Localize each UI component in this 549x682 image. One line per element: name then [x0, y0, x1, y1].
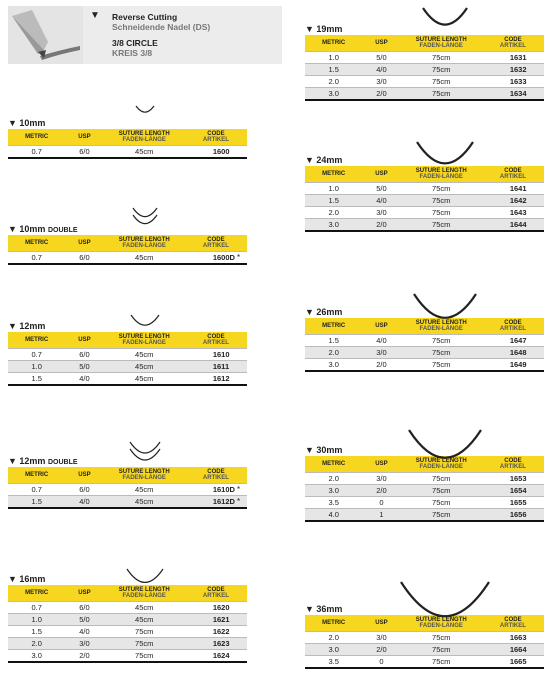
section-title	[8, 118, 247, 129]
usp-cell: 5/0	[362, 183, 400, 195]
length-cell: 75cm	[401, 52, 482, 64]
length-cell: 45cm	[104, 361, 185, 373]
needle-size: 10mm	[19, 224, 46, 234]
code-cell: 1612	[185, 373, 247, 386]
needle-curve-icon	[415, 140, 475, 168]
table-row	[305, 644, 544, 656]
needle-curve-icon	[421, 6, 469, 28]
metric-cell: 4.0	[305, 509, 362, 522]
code-cell: 1648	[482, 347, 544, 359]
double-label: DOUBLE	[47, 227, 78, 234]
section-marker-icon: ▼	[305, 155, 317, 165]
col-length: SUTURE LENGTH FADEN-LÄNGE	[415, 37, 467, 49]
section-marker-icon: ▼	[305, 445, 317, 455]
table-row	[8, 252, 247, 265]
section-marker-icon: ▼	[8, 321, 20, 331]
table-row	[8, 373, 247, 386]
section-marker-icon: ▼	[8, 456, 20, 466]
metric-cell: 2.0	[305, 473, 362, 485]
needle-curve-icon	[131, 206, 159, 227]
col-code: CODE ARTIKEL	[202, 469, 229, 481]
col-code: CODE ARTIKEL	[202, 237, 229, 249]
usp-cell: 4/0	[362, 335, 400, 347]
code-cell: 1612D *	[185, 496, 247, 509]
code-cell: 1649	[482, 359, 544, 372]
needle-size: 26mm	[316, 307, 343, 317]
section-12mm	[8, 321, 247, 386]
section-marker-icon: ▼	[90, 10, 100, 21]
usp-cell: 2/0	[65, 650, 103, 663]
col-code: CODE ARTIKEL	[499, 320, 526, 332]
usp-cell: 2/0	[362, 485, 400, 497]
length-cell: 75cm	[401, 632, 482, 644]
metric-cell: 1.5	[305, 335, 362, 347]
col-code: CODE ARTIKEL	[202, 334, 229, 346]
metric-cell: 2.0	[305, 207, 362, 219]
length-cell: 75cm	[401, 644, 482, 656]
length-cell: 75cm	[401, 219, 482, 232]
usp-cell: 6/0	[65, 252, 103, 265]
usp-cell: 5/0	[65, 361, 103, 373]
length-cell: 45cm	[104, 373, 185, 386]
code-cell: 1647	[482, 335, 544, 347]
table-row	[8, 146, 247, 159]
col-length: SUTURE LENGTH FADEN-LÄNGE	[118, 237, 170, 249]
table-row	[305, 52, 544, 64]
needle-curve-icon	[134, 104, 156, 116]
code-cell: 1621	[185, 614, 247, 626]
code-cell: 1632	[482, 64, 544, 76]
spec-table	[305, 318, 544, 372]
col-code: CODE ARTIKEL	[499, 37, 526, 49]
usp-cell: 1	[362, 509, 400, 522]
col-code: CODE ARTIKEL	[499, 617, 526, 629]
length-cell: 75cm	[401, 656, 482, 669]
col-metric: METRIC	[322, 461, 346, 467]
code-cell: 1643	[482, 207, 544, 219]
length-cell: 75cm	[401, 183, 482, 195]
usp-cell: 4/0	[65, 496, 103, 509]
length-cell: 45cm	[104, 349, 185, 361]
needle-size: 12mm	[19, 321, 46, 331]
usp-cell: 5/0	[362, 52, 400, 64]
section-title	[8, 321, 247, 332]
usp-cell: 2/0	[362, 88, 400, 101]
table-row	[305, 485, 544, 497]
usp-cell: 0	[362, 497, 400, 509]
col-usp: USP	[78, 337, 91, 343]
spec-table	[8, 129, 247, 159]
col-metric: METRIC	[322, 323, 346, 329]
length-cell: 75cm	[401, 347, 482, 359]
needle-size: 24mm	[316, 155, 343, 165]
usp-cell: 2/0	[362, 359, 400, 372]
length-cell: 75cm	[104, 638, 185, 650]
table-row	[305, 207, 544, 219]
needle-curve-icon	[129, 313, 161, 329]
col-usp: USP	[78, 472, 91, 478]
metric-cell: 3.0	[305, 644, 362, 656]
spec-table	[8, 332, 247, 386]
section-marker-icon: ▼	[8, 574, 20, 584]
code-cell: 1622	[185, 626, 247, 638]
table-row	[8, 602, 247, 614]
table-row	[305, 632, 544, 644]
code-cell: 1663	[482, 632, 544, 644]
metric-cell: 0.7	[8, 349, 65, 361]
section-marker-icon: ▼	[305, 24, 317, 34]
col-length: SUTURE LENGTH FADEN-LÄNGE	[118, 334, 170, 346]
col-length: SUTURE LENGTH FADEN-LÄNGE	[415, 617, 467, 629]
metric-cell: 0.7	[8, 252, 65, 265]
code-cell: 1641	[482, 183, 544, 195]
table-row	[305, 195, 544, 207]
metric-cell: 0.7	[8, 602, 65, 614]
spec-table	[305, 35, 544, 101]
needle-curve-icon	[125, 567, 165, 586]
usp-cell: 4/0	[362, 195, 400, 207]
metric-cell: 2.0	[305, 632, 362, 644]
metric-cell: 0.7	[8, 146, 65, 159]
needle-illustration	[8, 6, 83, 64]
length-cell: 75cm	[401, 485, 482, 497]
col-length: SUTURE LENGTH FADEN-LÄNGE	[415, 458, 467, 470]
length-cell: 75cm	[401, 88, 482, 101]
code-cell: 1634	[482, 88, 544, 101]
col-length: SUTURE LENGTH FADEN-LÄNGE	[415, 168, 467, 180]
table-row	[8, 496, 247, 509]
length-cell: 75cm	[401, 76, 482, 88]
code-cell: 1664	[482, 644, 544, 656]
table-row	[305, 359, 544, 372]
usp-cell: 2/0	[362, 644, 400, 656]
table-row	[305, 347, 544, 359]
section-10mm	[8, 118, 247, 159]
col-usp: USP	[78, 134, 91, 140]
col-metric: METRIC	[322, 40, 346, 46]
col-length: SUTURE LENGTH FADEN-LÄNGE	[118, 131, 170, 143]
table-row	[305, 88, 544, 101]
needle-size: 12mm	[19, 456, 46, 466]
metric-cell: 2.0	[305, 76, 362, 88]
length-cell: 75cm	[401, 473, 482, 485]
section-marker-icon: ▼	[305, 307, 317, 317]
code-cell: 1611	[185, 361, 247, 373]
code-cell: 1620	[185, 602, 247, 614]
needle-size: 16mm	[19, 574, 46, 584]
needle-type-en: Reverse Cutting	[112, 12, 178, 22]
spec-table	[305, 615, 544, 669]
col-metric: METRIC	[25, 134, 49, 140]
length-cell: 45cm	[104, 496, 185, 509]
usp-cell: 6/0	[65, 349, 103, 361]
length-cell: 45cm	[104, 484, 185, 496]
table-row	[305, 76, 544, 88]
col-metric: METRIC	[322, 171, 346, 177]
metric-cell: 1.0	[305, 183, 362, 195]
length-cell: 75cm	[104, 626, 185, 638]
needle-curve-icon	[407, 428, 483, 462]
metric-cell: 1.0	[8, 614, 65, 626]
table-row	[305, 219, 544, 232]
col-code: CODE ARTIKEL	[499, 458, 526, 470]
length-cell: 75cm	[401, 207, 482, 219]
col-code: CODE ARTIKEL	[202, 587, 229, 599]
length-cell: 45cm	[104, 602, 185, 614]
code-cell: 1653	[482, 473, 544, 485]
metric-cell: 1.5	[305, 195, 362, 207]
col-usp: USP	[375, 620, 388, 626]
code-cell: 1655	[482, 497, 544, 509]
col-length: SUTURE LENGTH FADEN-LÄNGE	[118, 469, 170, 481]
metric-cell: 1.5	[8, 626, 65, 638]
table-row	[8, 349, 247, 361]
code-cell: 1624	[185, 650, 247, 663]
needle-size: 30mm	[316, 445, 343, 455]
length-cell: 45cm	[104, 252, 185, 265]
section-marker-icon: ▼	[305, 604, 317, 614]
usp-cell: 3/0	[362, 76, 400, 88]
spec-table	[8, 235, 247, 265]
col-metric: METRIC	[322, 620, 346, 626]
section-16mm	[8, 574, 247, 663]
usp-cell: 2/0	[362, 219, 400, 232]
code-cell: 1631	[482, 52, 544, 64]
needle-size: 19mm	[316, 24, 343, 34]
metric-cell: 1.0	[8, 361, 65, 373]
col-metric: METRIC	[25, 337, 49, 343]
code-cell: 1600D *	[185, 252, 247, 265]
metric-cell: 3.0	[305, 219, 362, 232]
length-cell: 75cm	[401, 497, 482, 509]
col-code: CODE ARTIKEL	[499, 168, 526, 180]
metric-cell: 1.5	[305, 64, 362, 76]
table-row	[305, 64, 544, 76]
table-row	[8, 650, 247, 663]
length-cell: 45cm	[104, 146, 185, 159]
section-10mm-double	[8, 224, 247, 265]
code-cell: 1644	[482, 219, 544, 232]
code-cell: 1656	[482, 509, 544, 522]
metric-cell: 1.5	[8, 496, 65, 509]
col-usp: USP	[375, 40, 388, 46]
metric-cell: 3.5	[305, 497, 362, 509]
usp-cell: 6/0	[65, 146, 103, 159]
table-row	[305, 473, 544, 485]
col-metric: METRIC	[25, 240, 49, 246]
code-cell: 1642	[482, 195, 544, 207]
code-cell: 1654	[482, 485, 544, 497]
col-usp: USP	[78, 240, 91, 246]
spec-table	[8, 467, 247, 509]
needle-size: 36mm	[316, 604, 343, 614]
metric-cell: 2.0	[305, 347, 362, 359]
product-header	[8, 6, 282, 64]
metric-cell: 2.0	[8, 638, 65, 650]
needle-curve-icon	[399, 580, 491, 621]
usp-cell: 5/0	[65, 614, 103, 626]
col-metric: METRIC	[25, 472, 49, 478]
length-cell: 75cm	[401, 359, 482, 372]
col-usp: USP	[375, 171, 388, 177]
circle-de: KREIS 3/8	[112, 48, 153, 58]
col-usp: USP	[375, 461, 388, 467]
usp-cell: 3/0	[362, 632, 400, 644]
circle-en: 3/8 CIRCLE	[112, 38, 158, 48]
table-row	[305, 183, 544, 195]
metric-cell: 3.0	[305, 359, 362, 372]
section-title	[8, 224, 247, 235]
usp-cell: 4/0	[65, 626, 103, 638]
table-row	[8, 484, 247, 496]
col-length: SUTURE LENGTH FADEN-LÄNGE	[118, 587, 170, 599]
usp-cell: 6/0	[65, 484, 103, 496]
code-cell: 1610D *	[185, 484, 247, 496]
length-cell: 75cm	[401, 335, 482, 347]
metric-cell: 3.5	[305, 656, 362, 669]
header-text	[112, 12, 210, 58]
usp-cell: 3/0	[362, 207, 400, 219]
needle-type-de: Schneidende Nadel (DS)	[112, 22, 211, 32]
code-cell: 1633	[482, 76, 544, 88]
section-marker-icon: ▼	[8, 224, 20, 234]
metric-cell: 3.0	[305, 485, 362, 497]
code-cell: 1623	[185, 638, 247, 650]
length-cell: 75cm	[401, 195, 482, 207]
usp-cell: 0	[362, 656, 400, 669]
metric-cell: 0.7	[8, 484, 65, 496]
usp-cell: 4/0	[362, 64, 400, 76]
usp-cell: 3/0	[65, 638, 103, 650]
length-cell: 75cm	[104, 650, 185, 663]
spec-table	[305, 166, 544, 232]
double-label: DOUBLE	[47, 459, 78, 466]
spec-table	[8, 585, 247, 663]
usp-cell: 6/0	[65, 602, 103, 614]
table-row	[8, 361, 247, 373]
length-cell: 75cm	[401, 509, 482, 522]
needle-size: 10mm	[19, 118, 46, 128]
usp-cell: 3/0	[362, 473, 400, 485]
table-row	[305, 509, 544, 522]
metric-cell: 1.5	[8, 373, 65, 386]
code-cell: 1600	[185, 146, 247, 159]
spec-table	[305, 456, 544, 522]
metric-cell: 1.0	[305, 52, 362, 64]
metric-cell: 3.0	[8, 650, 65, 663]
table-row	[8, 638, 247, 650]
col-usp: USP	[375, 323, 388, 329]
code-cell: 1665	[482, 656, 544, 669]
table-row	[8, 614, 247, 626]
code-cell: 1610	[185, 349, 247, 361]
section-19mm	[305, 24, 544, 101]
usp-cell: 4/0	[65, 373, 103, 386]
col-code: CODE ARTIKEL	[202, 131, 229, 143]
table-row	[305, 656, 544, 669]
usp-cell: 3/0	[362, 347, 400, 359]
col-length: SUTURE LENGTH FADEN-LÄNGE	[415, 320, 467, 332]
col-usp: USP	[78, 590, 91, 596]
length-cell: 45cm	[104, 614, 185, 626]
needle-curve-icon	[412, 292, 478, 322]
table-row	[305, 497, 544, 509]
col-metric: METRIC	[25, 590, 49, 596]
table-row	[8, 626, 247, 638]
needle-curve-icon	[128, 440, 162, 464]
section-marker-icon: ▼	[8, 118, 20, 128]
metric-cell: 3.0	[305, 88, 362, 101]
length-cell: 75cm	[401, 64, 482, 76]
table-row	[305, 335, 544, 347]
